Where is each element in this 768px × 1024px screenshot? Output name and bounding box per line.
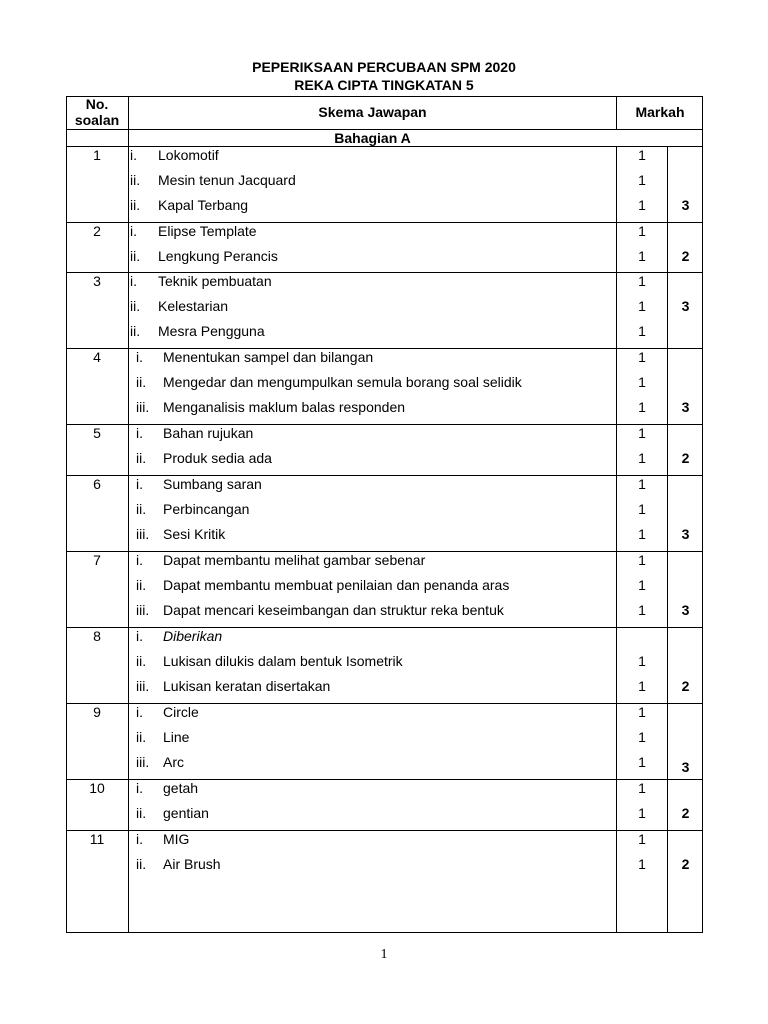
header-marks: Markah [635, 104, 685, 120]
item-numeral: ii. [130, 298, 141, 314]
header-question-no-line2: soalan [74, 112, 120, 128]
item-mark: 1 [638, 780, 646, 796]
item-mark: 1 [638, 399, 646, 415]
question-number: 6 [93, 476, 101, 492]
item-mark: 1 [638, 704, 646, 720]
answer-text: Kelestarian [158, 298, 229, 314]
item-mark: 1 [638, 298, 646, 314]
question-number: 11 [89, 831, 105, 847]
answer-text: Menentukan sampel dan bilangan [163, 349, 374, 365]
document-title: PEPERIKSAAN PERCUBAAN SPM 2020 [252, 59, 516, 75]
item-mark: 1 [638, 323, 646, 339]
item-mark: 1 [638, 856, 646, 872]
question-total-mark: 3 [681, 526, 690, 542]
answer-text: Arc [163, 754, 184, 770]
item-numeral: i. [130, 147, 137, 163]
item-numeral: ii. [136, 577, 147, 593]
item-numeral: ii. [130, 197, 141, 213]
section-title: Bahagian A [334, 130, 411, 146]
answer-text: Lukisan keratan disertakan [163, 678, 331, 694]
answer-text: Dapat membantu melihat gambar sebenar [163, 552, 426, 568]
answer-text: Mesin tenun Jacquard [158, 172, 296, 188]
question-number: 4 [93, 349, 101, 365]
question-number: 9 [93, 704, 101, 720]
item-numeral: i. [136, 831, 143, 847]
answer-text: Menganalisis maklum balas responden [163, 399, 406, 415]
header-question-no-line1: No. [85, 96, 109, 112]
item-numeral: ii. [136, 805, 147, 821]
header-question-no [66, 96, 128, 128]
question-divider [66, 703, 703, 704]
question-number: 8 [93, 628, 101, 644]
answer-text: getah [163, 780, 199, 796]
item-numeral: ii. [136, 501, 147, 517]
item-numeral: i. [136, 704, 143, 720]
item-numeral: iii. [136, 399, 150, 415]
answer-text: Sesi Kritik [163, 526, 226, 542]
question-total-mark: 3 [681, 399, 690, 415]
item-mark: 1 [638, 831, 646, 847]
question-total-mark: 3 [681, 602, 690, 618]
item-numeral: ii. [136, 729, 147, 745]
item-mark: 1 [638, 552, 646, 568]
question-number: 3 [93, 273, 101, 289]
answer-text: Elipse Template [158, 223, 257, 239]
answer-text: Perbincangan [163, 501, 250, 517]
item-numeral: iii. [136, 602, 150, 618]
question-total-mark: 2 [681, 856, 690, 872]
question-number: 10 [89, 780, 105, 796]
item-mark: 1 [638, 273, 646, 289]
question-total-mark: 2 [681, 450, 690, 466]
item-numeral: i. [136, 552, 143, 568]
item-numeral: i. [130, 273, 137, 289]
answer-text: Line [163, 729, 190, 745]
question-divider [66, 424, 703, 425]
item-mark: 1 [638, 602, 646, 618]
question-total-mark: 2 [681, 248, 690, 264]
question-number: 1 [93, 147, 101, 163]
item-numeral: i. [130, 223, 137, 239]
answer-text: Air Brush [163, 856, 221, 872]
answer-text: Teknik pembuatan [158, 273, 272, 289]
question-total-mark: 3 [681, 298, 690, 314]
item-numeral: i. [136, 476, 143, 492]
item-numeral: ii. [136, 450, 147, 466]
item-mark: 1 [638, 678, 646, 694]
item-mark: 1 [638, 729, 646, 745]
item-numeral: iii. [136, 678, 150, 694]
item-numeral: ii. [136, 653, 147, 669]
item-numeral: i. [136, 628, 143, 644]
item-mark: 1 [638, 805, 646, 821]
item-mark: 1 [638, 476, 646, 492]
question-divider [66, 348, 703, 349]
item-mark: 1 [638, 248, 646, 264]
question-number: 2 [93, 223, 101, 239]
question-total-mark: 2 [681, 678, 690, 694]
item-numeral: ii. [136, 856, 147, 872]
answer-text: Lukisan dilukis dalam bentuk Isometrik [163, 653, 403, 669]
item-numeral: ii. [130, 323, 141, 339]
item-numeral: ii. [136, 374, 147, 390]
item-mark: 1 [638, 450, 646, 466]
question-divider [66, 830, 703, 831]
item-mark: 1 [638, 172, 646, 188]
answer-text: Mesra Pengguna [158, 323, 265, 339]
item-mark: 1 [638, 577, 646, 593]
header-answer-scheme: Skema Jawapan [318, 104, 427, 120]
question-divider [66, 779, 703, 780]
item-mark: 1 [638, 501, 646, 517]
item-mark: 1 [638, 374, 646, 390]
question-total-mark: 3 [681, 759, 690, 775]
answer-text: Lokomotif [158, 147, 219, 163]
question-total-mark: 3 [681, 197, 690, 213]
question-number: 7 [93, 552, 101, 568]
item-mark: 1 [638, 653, 646, 669]
item-mark: 1 [638, 223, 646, 239]
item-mark: 1 [638, 349, 646, 365]
answer-text: Dapat membantu membuat penilaian dan penanda aras [163, 577, 510, 593]
answer-text: Kapal Terbang [158, 197, 249, 213]
answer-text: Lengkung Perancis [158, 248, 278, 264]
question-divider [66, 475, 703, 476]
item-numeral: ii. [130, 172, 141, 188]
item-numeral: i. [136, 780, 143, 796]
item-mark: 1 [638, 425, 646, 441]
answer-text: Mengedar dan mengumpulkan semula borang soal selidik [163, 374, 522, 390]
item-numeral: i. [136, 425, 143, 441]
item-numeral: iii. [136, 754, 150, 770]
item-numeral: i. [136, 349, 143, 365]
document-subtitle: REKA CIPTA TINGKATAN 5 [294, 77, 474, 93]
answer-text: Produk sedia ada [163, 450, 272, 466]
page-number: 1 [380, 947, 388, 962]
answer-text: Sumbang saran [163, 476, 262, 492]
item-numeral: iii. [136, 526, 150, 542]
answer-text: Bahan rujukan [163, 425, 254, 441]
item-mark: 1 [638, 147, 646, 163]
question-number: 5 [93, 425, 101, 441]
question-total-mark: 2 [681, 805, 690, 821]
item-numeral: ii. [130, 248, 141, 264]
item-mark: 1 [638, 197, 646, 213]
answer-text: Circle [163, 704, 199, 720]
question-divider [66, 627, 703, 628]
item-mark: 1 [638, 526, 646, 542]
answer-text: MIG [163, 831, 190, 847]
answer-text: Diberikan [163, 628, 223, 644]
answer-text: Dapat mencari keseimbangan dan struktur reka bentuk [163, 602, 504, 618]
item-mark: 1 [638, 754, 646, 770]
answer-text: gentian [163, 805, 209, 821]
